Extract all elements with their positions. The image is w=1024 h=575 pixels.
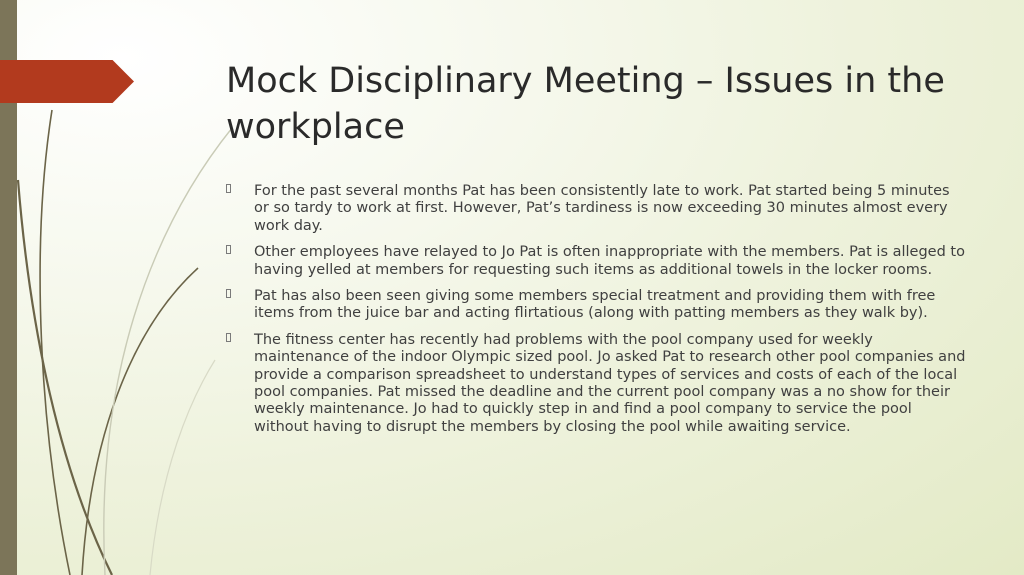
slide-title: Mock Disciplinary Meeting – Issues in the workplace (226, 61, 945, 147)
square-bullet-icon (226, 289, 231, 298)
list-item (226, 288, 966, 323)
bullet-text: For the past several months Pat has been consistently late to work. Pat started being 5 minutes or so tardy to work at first. However, Pat’s tardiness is now exceeding 30 minutes almost every work day. (254, 183, 950, 234)
list-item (226, 332, 966, 436)
curve-line (150, 360, 215, 575)
curve-line (18, 180, 112, 575)
curve-line (40, 110, 70, 575)
square-bullet-icon (226, 333, 231, 342)
list-item (226, 244, 966, 279)
bullet-list (226, 183, 966, 445)
title-accent-arrow (0, 60, 134, 103)
square-bullet-icon (226, 245, 231, 254)
bullet-text: Other employees have relayed to Jo Pat is often inappropriate with the members. Pat is alleged to having yelled at members for requesting such items as additional towels in the locker rooms. (254, 244, 965, 278)
bullet-text: The fitness center has recently had problems with the pool company used for weekly maintenance of the indoor Olympic sized pool. Jo asked Pat to research other pool companies and provide a comparison spreadsheet to understand types of services and costs of each of the local pool companies. Pat missed the deadline and the current pool company was a no show for their weekly maintenance. Jo had to quickly step in and find a pool company to service the pool without having to disrupt the members by closing the pool while awaiting service. (254, 331, 966, 435)
square-bullet-icon (226, 184, 231, 193)
curve-line (104, 128, 232, 575)
curve-line (82, 268, 198, 575)
bullet-text: Pat has also been seen giving some members special treatment and providing them with free items from the juice bar and acting flirtatious (along with patting members as they walk by). (254, 288, 936, 322)
list-item (226, 183, 966, 235)
